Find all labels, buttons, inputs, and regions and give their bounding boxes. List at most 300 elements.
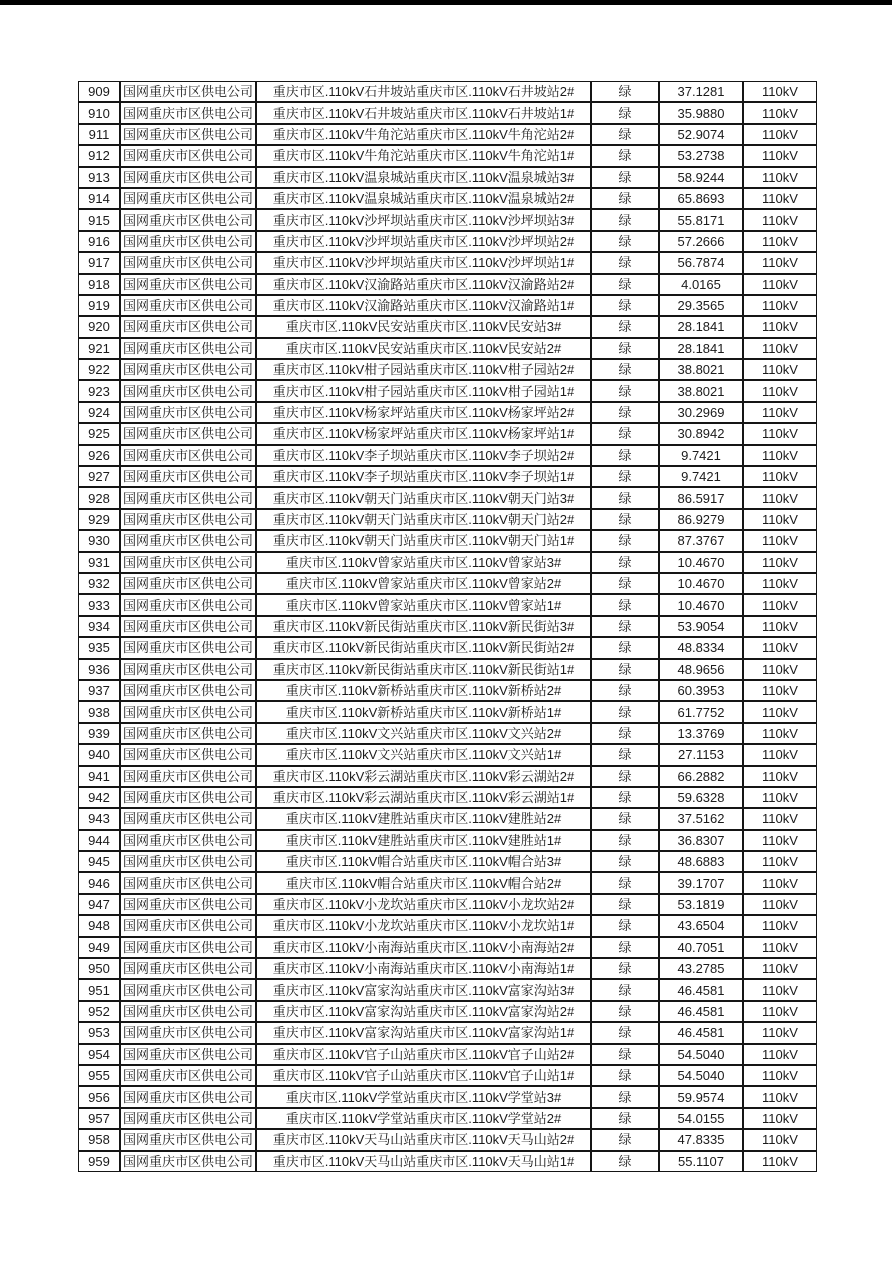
status-cell: 绿	[591, 530, 659, 551]
company-cell: 国网重庆市区供电公司	[120, 1065, 256, 1086]
value-cell: 48.9656	[659, 659, 743, 680]
voltage-cell: 110kV	[743, 1086, 817, 1107]
row-number-cell: 914	[78, 188, 120, 209]
value-cell: 46.4581	[659, 979, 743, 1000]
row-number-cell: 934	[78, 616, 120, 637]
row-number-cell: 939	[78, 723, 120, 744]
company-cell: 国网重庆市区供电公司	[120, 659, 256, 680]
station-cell: 重庆市区.110kV富家沟站重庆市区.110kV富家沟站1#	[256, 1022, 591, 1043]
value-cell: 43.2785	[659, 958, 743, 979]
station-cell: 重庆市区.110kV彩云湖站重庆市区.110kV彩云湖站1#	[256, 787, 591, 808]
company-cell: 国网重庆市区供电公司	[120, 445, 256, 466]
station-cell: 重庆市区.110kV朝天门站重庆市区.110kV朝天门站1#	[256, 530, 591, 551]
row-number-cell: 943	[78, 808, 120, 829]
voltage-cell: 110kV	[743, 231, 817, 252]
voltage-cell: 110kV	[743, 1065, 817, 1086]
value-cell: 53.2738	[659, 145, 743, 166]
value-cell: 10.4670	[659, 552, 743, 573]
row-number-cell: 941	[78, 766, 120, 787]
row-number-cell: 947	[78, 894, 120, 915]
value-cell: 39.1707	[659, 872, 743, 893]
row-number-cell: 925	[78, 423, 120, 444]
table-row	[78, 723, 817, 744]
station-cell: 重庆市区.110kV柑子园站重庆市区.110kV柑子园站1#	[256, 380, 591, 401]
value-cell: 86.5917	[659, 487, 743, 508]
station-cell: 重庆市区.110kV帽合站重庆市区.110kV帽合站3#	[256, 851, 591, 872]
station-cell: 重庆市区.110kV杨家坪站重庆市区.110kV杨家坪站2#	[256, 402, 591, 423]
station-cell: 重庆市区.110kV石井坡站重庆市区.110kV石井坡站1#	[256, 102, 591, 123]
voltage-cell: 110kV	[743, 766, 817, 787]
table-row	[78, 616, 817, 637]
station-cell: 重庆市区.110kV官子山站重庆市区.110kV官子山站2#	[256, 1044, 591, 1065]
table-row	[78, 915, 817, 936]
row-number-cell: 953	[78, 1022, 120, 1043]
voltage-cell: 110kV	[743, 851, 817, 872]
row-number-cell: 912	[78, 145, 120, 166]
company-cell: 国网重庆市区供电公司	[120, 252, 256, 273]
station-cell: 重庆市区.110kV朝天门站重庆市区.110kV朝天门站2#	[256, 509, 591, 530]
table-row	[78, 808, 817, 829]
company-cell: 国网重庆市区供电公司	[120, 915, 256, 936]
row-number-cell: 957	[78, 1108, 120, 1129]
row-number-cell: 937	[78, 680, 120, 701]
station-cell: 重庆市区.110kV民安站重庆市区.110kV民安站3#	[256, 316, 591, 337]
company-cell: 国网重庆市区供电公司	[120, 466, 256, 487]
value-cell: 54.0155	[659, 1108, 743, 1129]
company-cell: 国网重庆市区供电公司	[120, 1108, 256, 1129]
company-cell: 国网重庆市区供电公司	[120, 766, 256, 787]
table-row	[78, 124, 817, 145]
value-cell: 30.2969	[659, 402, 743, 423]
station-cell: 重庆市区.110kV牛角沱站重庆市区.110kV牛角沱站2#	[256, 124, 591, 145]
station-cell: 重庆市区.110kV小南海站重庆市区.110kV小南海站1#	[256, 958, 591, 979]
voltage-cell: 110kV	[743, 659, 817, 680]
row-number-cell: 922	[78, 359, 120, 380]
value-cell: 38.8021	[659, 359, 743, 380]
table-row	[78, 423, 817, 444]
status-cell: 绿	[591, 209, 659, 230]
voltage-cell: 110kV	[743, 124, 817, 145]
voltage-cell: 110kV	[743, 102, 817, 123]
table-row	[78, 1001, 817, 1022]
voltage-cell: 110kV	[743, 359, 817, 380]
row-number-cell: 958	[78, 1129, 120, 1150]
voltage-cell: 110kV	[743, 552, 817, 573]
company-cell: 国网重庆市区供电公司	[120, 530, 256, 551]
status-cell: 绿	[591, 1108, 659, 1129]
station-cell: 重庆市区.110kV建胜站重庆市区.110kV建胜站1#	[256, 830, 591, 851]
voltage-cell: 110kV	[743, 1151, 817, 1172]
status-cell: 绿	[591, 338, 659, 359]
status-cell: 绿	[591, 466, 659, 487]
table-row	[78, 744, 817, 765]
status-cell: 绿	[591, 402, 659, 423]
voltage-cell: 110kV	[743, 445, 817, 466]
station-cell: 重庆市区.110kV曾家站重庆市区.110kV曾家站2#	[256, 573, 591, 594]
table-row	[78, 659, 817, 680]
voltage-cell: 110kV	[743, 637, 817, 658]
table-row	[78, 209, 817, 230]
value-cell: 55.1107	[659, 1151, 743, 1172]
company-cell: 国网重庆市区供电公司	[120, 744, 256, 765]
company-cell: 国网重庆市区供电公司	[120, 81, 256, 102]
station-cell: 重庆市区.110kV石井坡站重庆市区.110kV石井坡站2#	[256, 81, 591, 102]
value-cell: 47.8335	[659, 1129, 743, 1150]
row-number-cell: 913	[78, 167, 120, 188]
station-cell: 重庆市区.110kV新民街站重庆市区.110kV新民街站2#	[256, 637, 591, 658]
value-cell: 27.1153	[659, 744, 743, 765]
value-cell: 54.5040	[659, 1044, 743, 1065]
station-cell: 重庆市区.110kV朝天门站重庆市区.110kV朝天门站3#	[256, 487, 591, 508]
row-number-cell: 949	[78, 937, 120, 958]
company-cell: 国网重庆市区供电公司	[120, 124, 256, 145]
table-row	[78, 766, 817, 787]
voltage-cell: 110kV	[743, 316, 817, 337]
voltage-cell: 110kV	[743, 616, 817, 637]
company-cell: 国网重庆市区供电公司	[120, 423, 256, 444]
company-cell: 国网重庆市区供电公司	[120, 979, 256, 1000]
voltage-cell: 110kV	[743, 937, 817, 958]
value-cell: 53.1819	[659, 894, 743, 915]
station-cell: 重庆市区.110kV杨家坪站重庆市区.110kV杨家坪站1#	[256, 423, 591, 444]
station-cell: 重庆市区.110kV温泉城站重庆市区.110kV温泉城站2#	[256, 188, 591, 209]
status-cell: 绿	[591, 937, 659, 958]
status-cell: 绿	[591, 274, 659, 295]
status-cell: 绿	[591, 1129, 659, 1150]
table-row	[78, 1086, 817, 1107]
value-cell: 38.8021	[659, 380, 743, 401]
company-cell: 国网重庆市区供电公司	[120, 1086, 256, 1107]
status-cell: 绿	[591, 359, 659, 380]
voltage-cell: 110kV	[743, 530, 817, 551]
voltage-cell: 110kV	[743, 252, 817, 273]
voltage-cell: 110kV	[743, 274, 817, 295]
table-row	[78, 274, 817, 295]
company-cell: 国网重庆市区供电公司	[120, 487, 256, 508]
row-number-cell: 933	[78, 594, 120, 615]
station-cell: 重庆市区.110kV新民街站重庆市区.110kV新民街站1#	[256, 659, 591, 680]
row-number-cell: 929	[78, 509, 120, 530]
voltage-cell: 110kV	[743, 958, 817, 979]
row-number-cell: 915	[78, 209, 120, 230]
status-cell: 绿	[591, 830, 659, 851]
company-cell: 国网重庆市区供电公司	[120, 145, 256, 166]
value-cell: 55.8171	[659, 209, 743, 230]
row-number-cell: 916	[78, 231, 120, 252]
status-cell: 绿	[591, 423, 659, 444]
row-number-cell: 919	[78, 295, 120, 316]
voltage-cell: 110kV	[743, 295, 817, 316]
table-row	[78, 530, 817, 551]
station-cell: 重庆市区.110kV新桥站重庆市区.110kV新桥站1#	[256, 701, 591, 722]
value-cell: 65.8693	[659, 188, 743, 209]
status-cell: 绿	[591, 231, 659, 252]
status-cell: 绿	[591, 958, 659, 979]
station-cell: 重庆市区.110kV曾家站重庆市区.110kV曾家站1#	[256, 594, 591, 615]
voltage-cell: 110kV	[743, 509, 817, 530]
value-cell: 10.4670	[659, 594, 743, 615]
value-cell: 36.8307	[659, 830, 743, 851]
status-cell: 绿	[591, 445, 659, 466]
company-cell: 国网重庆市区供电公司	[120, 167, 256, 188]
status-cell: 绿	[591, 573, 659, 594]
table-row	[78, 1044, 817, 1065]
station-cell: 重庆市区.110kV沙坪坝站重庆市区.110kV沙坪坝站1#	[256, 252, 591, 273]
company-cell: 国网重庆市区供电公司	[120, 231, 256, 252]
table-row	[78, 1108, 817, 1129]
row-number-cell: 955	[78, 1065, 120, 1086]
station-cell: 重庆市区.110kV富家沟站重庆市区.110kV富家沟站2#	[256, 1001, 591, 1022]
voltage-cell: 110kV	[743, 188, 817, 209]
row-number-cell: 927	[78, 466, 120, 487]
table-row	[78, 1022, 817, 1043]
value-cell: 4.0165	[659, 274, 743, 295]
station-cell: 重庆市区.110kV沙坪坝站重庆市区.110kV沙坪坝站2#	[256, 231, 591, 252]
status-cell: 绿	[591, 701, 659, 722]
voltage-cell: 110kV	[743, 487, 817, 508]
status-cell: 绿	[591, 380, 659, 401]
row-number-cell: 936	[78, 659, 120, 680]
status-cell: 绿	[591, 659, 659, 680]
status-cell: 绿	[591, 766, 659, 787]
status-cell: 绿	[591, 680, 659, 701]
station-cell: 重庆市区.110kV建胜站重庆市区.110kV建胜站2#	[256, 808, 591, 829]
voltage-cell: 110kV	[743, 573, 817, 594]
company-cell: 国网重庆市区供电公司	[120, 830, 256, 851]
table-row	[78, 872, 817, 893]
voltage-cell: 110kV	[743, 701, 817, 722]
status-cell: 绿	[591, 979, 659, 1000]
value-cell: 66.2882	[659, 766, 743, 787]
status-cell: 绿	[591, 1151, 659, 1172]
value-cell: 56.7874	[659, 252, 743, 273]
table-row	[78, 594, 817, 615]
substation-readings-table	[78, 81, 817, 1172]
value-cell: 37.1281	[659, 81, 743, 102]
row-number-cell: 954	[78, 1044, 120, 1065]
table-row	[78, 830, 817, 851]
voltage-cell: 110kV	[743, 787, 817, 808]
status-cell: 绿	[591, 616, 659, 637]
table-row	[78, 851, 817, 872]
value-cell: 58.9244	[659, 167, 743, 188]
station-cell: 重庆市区.110kV文兴站重庆市区.110kV文兴站1#	[256, 744, 591, 765]
company-cell: 国网重庆市区供电公司	[120, 509, 256, 530]
value-cell: 54.5040	[659, 1065, 743, 1086]
station-cell: 重庆市区.110kV小龙坎站重庆市区.110kV小龙坎站1#	[256, 915, 591, 936]
row-number-cell: 946	[78, 872, 120, 893]
table-row	[78, 979, 817, 1000]
status-cell: 绿	[591, 509, 659, 530]
voltage-cell: 110kV	[743, 380, 817, 401]
row-number-cell: 940	[78, 744, 120, 765]
value-cell: 28.1841	[659, 316, 743, 337]
table-row	[78, 787, 817, 808]
table-row	[78, 1065, 817, 1086]
table-row	[78, 1129, 817, 1150]
status-cell: 绿	[591, 594, 659, 615]
status-cell: 绿	[591, 851, 659, 872]
row-number-cell: 910	[78, 102, 120, 123]
value-cell: 59.9574	[659, 1086, 743, 1107]
status-cell: 绿	[591, 81, 659, 102]
value-cell: 43.6504	[659, 915, 743, 936]
company-cell: 国网重庆市区供电公司	[120, 872, 256, 893]
station-cell: 重庆市区.110kV新桥站重庆市区.110kV新桥站2#	[256, 680, 591, 701]
table-row	[78, 145, 817, 166]
row-number-cell: 956	[78, 1086, 120, 1107]
row-number-cell: 942	[78, 787, 120, 808]
value-cell: 48.6883	[659, 851, 743, 872]
value-cell: 29.3565	[659, 295, 743, 316]
voltage-cell: 110kV	[743, 723, 817, 744]
value-cell: 9.7421	[659, 445, 743, 466]
voltage-cell: 110kV	[743, 894, 817, 915]
station-cell: 重庆市区.110kV文兴站重庆市区.110kV文兴站2#	[256, 723, 591, 744]
voltage-cell: 110kV	[743, 979, 817, 1000]
status-cell: 绿	[591, 124, 659, 145]
row-number-cell: 911	[78, 124, 120, 145]
station-cell: 重庆市区.110kV李子坝站重庆市区.110kV李子坝站1#	[256, 466, 591, 487]
company-cell: 国网重庆市区供电公司	[120, 380, 256, 401]
station-cell: 重庆市区.110kV汉渝路站重庆市区.110kV汉渝路站2#	[256, 274, 591, 295]
station-cell: 重庆市区.110kV彩云湖站重庆市区.110kV彩云湖站2#	[256, 766, 591, 787]
status-cell: 绿	[591, 295, 659, 316]
status-cell: 绿	[591, 723, 659, 744]
voltage-cell: 110kV	[743, 872, 817, 893]
row-number-cell: 909	[78, 81, 120, 102]
value-cell: 86.9279	[659, 509, 743, 530]
company-cell: 国网重庆市区供电公司	[120, 1129, 256, 1150]
value-cell: 59.6328	[659, 787, 743, 808]
voltage-cell: 110kV	[743, 338, 817, 359]
station-cell: 重庆市区.110kV李子坝站重庆市区.110kV李子坝站2#	[256, 445, 591, 466]
table-row	[78, 188, 817, 209]
value-cell: 40.7051	[659, 937, 743, 958]
row-number-cell: 935	[78, 637, 120, 658]
voltage-cell: 110kV	[743, 81, 817, 102]
table-row	[78, 487, 817, 508]
value-cell: 10.4670	[659, 573, 743, 594]
row-number-cell: 950	[78, 958, 120, 979]
station-cell: 重庆市区.110kV学堂站重庆市区.110kV学堂站3#	[256, 1086, 591, 1107]
voltage-cell: 110kV	[743, 680, 817, 701]
status-cell: 绿	[591, 1065, 659, 1086]
value-cell: 13.3769	[659, 723, 743, 744]
company-cell: 国网重庆市区供电公司	[120, 701, 256, 722]
row-number-cell: 926	[78, 445, 120, 466]
station-cell: 重庆市区.110kV学堂站重庆市区.110kV学堂站2#	[256, 1108, 591, 1129]
voltage-cell: 110kV	[743, 1022, 817, 1043]
company-cell: 国网重庆市区供电公司	[120, 552, 256, 573]
company-cell: 国网重庆市区供电公司	[120, 295, 256, 316]
status-cell: 绿	[591, 894, 659, 915]
table-row	[78, 102, 817, 123]
row-number-cell: 948	[78, 915, 120, 936]
company-cell: 国网重庆市区供电公司	[120, 573, 256, 594]
company-cell: 国网重庆市区供电公司	[120, 316, 256, 337]
row-number-cell: 938	[78, 701, 120, 722]
voltage-cell: 110kV	[743, 167, 817, 188]
table-row	[78, 466, 817, 487]
status-cell: 绿	[591, 316, 659, 337]
table-row	[78, 338, 817, 359]
station-cell: 重庆市区.110kV小南海站重庆市区.110kV小南海站2#	[256, 937, 591, 958]
row-number-cell: 932	[78, 573, 120, 594]
company-cell: 国网重庆市区供电公司	[120, 1022, 256, 1043]
company-cell: 国网重庆市区供电公司	[120, 616, 256, 637]
table-row	[78, 958, 817, 979]
status-cell: 绿	[591, 637, 659, 658]
voltage-cell: 110kV	[743, 423, 817, 444]
table-row	[78, 701, 817, 722]
station-cell: 重庆市区.110kV柑子园站重庆市区.110kV柑子园站2#	[256, 359, 591, 380]
value-cell: 37.5162	[659, 808, 743, 829]
voltage-cell: 110kV	[743, 915, 817, 936]
company-cell: 国网重庆市区供电公司	[120, 594, 256, 615]
value-cell: 87.3767	[659, 530, 743, 551]
company-cell: 国网重庆市区供电公司	[120, 723, 256, 744]
station-cell: 重庆市区.110kV天马山站重庆市区.110kV天马山站2#	[256, 1129, 591, 1150]
station-cell: 重庆市区.110kV小龙坎站重庆市区.110kV小龙坎站2#	[256, 894, 591, 915]
voltage-cell: 110kV	[743, 209, 817, 230]
row-number-cell: 944	[78, 830, 120, 851]
row-number-cell: 924	[78, 402, 120, 423]
status-cell: 绿	[591, 1022, 659, 1043]
table-row	[78, 937, 817, 958]
station-cell: 重庆市区.110kV温泉城站重庆市区.110kV温泉城站3#	[256, 167, 591, 188]
row-number-cell: 928	[78, 487, 120, 508]
row-number-cell: 918	[78, 274, 120, 295]
company-cell: 国网重庆市区供电公司	[120, 808, 256, 829]
value-cell: 53.9054	[659, 616, 743, 637]
company-cell: 国网重庆市区供电公司	[120, 402, 256, 423]
value-cell: 28.1841	[659, 338, 743, 359]
table-row	[78, 1151, 817, 1172]
row-number-cell: 921	[78, 338, 120, 359]
company-cell: 国网重庆市区供电公司	[120, 1001, 256, 1022]
voltage-cell: 110kV	[743, 1129, 817, 1150]
status-cell: 绿	[591, 744, 659, 765]
voltage-cell: 110kV	[743, 1044, 817, 1065]
status-cell: 绿	[591, 915, 659, 936]
company-cell: 国网重庆市区供电公司	[120, 937, 256, 958]
company-cell: 国网重庆市区供电公司	[120, 680, 256, 701]
voltage-cell: 110kV	[743, 402, 817, 423]
table-row	[78, 573, 817, 594]
station-cell: 重庆市区.110kV汉渝路站重庆市区.110kV汉渝路站1#	[256, 295, 591, 316]
table-row	[78, 316, 817, 337]
row-number-cell: 923	[78, 380, 120, 401]
table-row	[78, 509, 817, 530]
company-cell: 国网重庆市区供电公司	[120, 338, 256, 359]
table-row	[78, 402, 817, 423]
company-cell: 国网重庆市区供电公司	[120, 851, 256, 872]
company-cell: 国网重庆市区供电公司	[120, 1044, 256, 1065]
voltage-cell: 110kV	[743, 744, 817, 765]
station-cell: 重庆市区.110kV帽合站重庆市区.110kV帽合站2#	[256, 872, 591, 893]
station-cell: 重庆市区.110kV富家沟站重庆市区.110kV富家沟站3#	[256, 979, 591, 1000]
table-row	[78, 894, 817, 915]
row-number-cell: 959	[78, 1151, 120, 1172]
station-cell: 重庆市区.110kV官子山站重庆市区.110kV官子山站1#	[256, 1065, 591, 1086]
voltage-cell: 110kV	[743, 145, 817, 166]
value-cell: 52.9074	[659, 124, 743, 145]
company-cell: 国网重庆市区供电公司	[120, 102, 256, 123]
station-cell: 重庆市区.110kV民安站重庆市区.110kV民安站2#	[256, 338, 591, 359]
status-cell: 绿	[591, 872, 659, 893]
status-cell: 绿	[591, 1044, 659, 1065]
